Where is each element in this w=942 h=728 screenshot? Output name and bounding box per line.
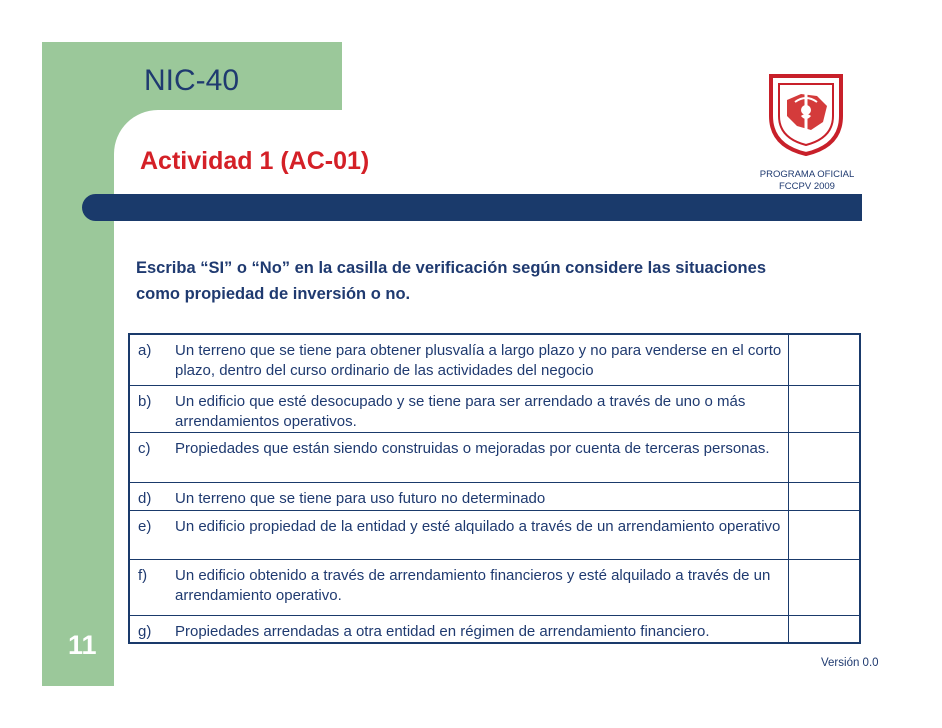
table-row	[129, 385, 860, 432]
table-row	[129, 432, 860, 482]
official-program-label	[752, 169, 862, 193]
item-letter: b)	[138, 392, 152, 410]
slide-number: 11	[68, 630, 97, 660]
item-letter: c)	[138, 439, 151, 457]
item-text: Un terreno que se tiene para obtener plusvalía a largo plazo y no para venderse en el corto plazo, dentro del curso ordinario de las actividades del negocio	[175, 342, 782, 379]
answer-checkbox-cell[interactable]	[789, 510, 861, 559]
situation-cell	[129, 482, 789, 510]
situation-cell	[129, 334, 789, 385]
item-text: Un edificio obtenido a través de arrendamiento financieros y esté alquilado a través de un arrendamiento operativo.	[175, 566, 771, 604]
item-letter: a)	[138, 342, 152, 359]
situation-cell	[129, 385, 789, 432]
table-row	[129, 482, 860, 510]
item-text: Un edificio propiedad de la entidad y esté alquilado a través de un arrendamiento operativo	[175, 517, 781, 535]
fccpv-seal-logo	[765, 72, 847, 156]
answer-checkbox-cell[interactable]	[789, 385, 861, 432]
item-letter: e)	[138, 517, 152, 535]
table-row	[129, 615, 860, 643]
decorative-green-block-left	[42, 192, 114, 686]
table-row	[129, 559, 860, 615]
program-line-1: PROGRAMA OFICIAL	[759, 169, 855, 180]
situation-cell	[129, 615, 789, 643]
header-divider-bar	[82, 194, 862, 221]
activity-title: Actividad 1 (AC-01)	[140, 147, 370, 175]
answer-checkbox-cell[interactable]	[789, 432, 861, 482]
program-line-2: FCCPV 2009	[779, 181, 835, 192]
item-text: Propiedades que están siendo construidas o mejoradas por cuenta de terceras personas.	[175, 439, 770, 457]
table-row	[129, 510, 860, 559]
item-letter: f)	[138, 566, 148, 584]
answer-checkbox-cell[interactable]	[789, 482, 861, 510]
slide-title: NIC-40	[144, 64, 240, 97]
verification-table	[128, 333, 861, 644]
table-row	[129, 334, 860, 385]
instructions-text: Escriba “SI” o “No” en la casilla de verificación según considere las situaciones como propiedad de inversión o no.	[136, 259, 766, 303]
situation-cell	[129, 432, 789, 482]
item-letter: g)	[138, 622, 152, 640]
situation-cell	[129, 559, 789, 615]
version-label: Versión 0.0	[821, 657, 879, 669]
item-text: Un edificio que esté desocupado y se tiene para ser arrendado a través de uno o más arrendamientos operativos.	[175, 392, 746, 430]
item-letter: d)	[138, 489, 152, 507]
answer-checkbox-cell[interactable]	[789, 559, 861, 615]
answer-checkbox-cell[interactable]	[789, 334, 861, 385]
situation-cell	[129, 510, 789, 559]
item-text: Propiedades arrendadas a otra entidad en régimen de arrendamiento financiero.	[175, 622, 710, 640]
answer-checkbox-cell[interactable]	[789, 615, 861, 643]
item-text: Un terreno que se tiene para uso futuro no determinado	[175, 489, 546, 507]
